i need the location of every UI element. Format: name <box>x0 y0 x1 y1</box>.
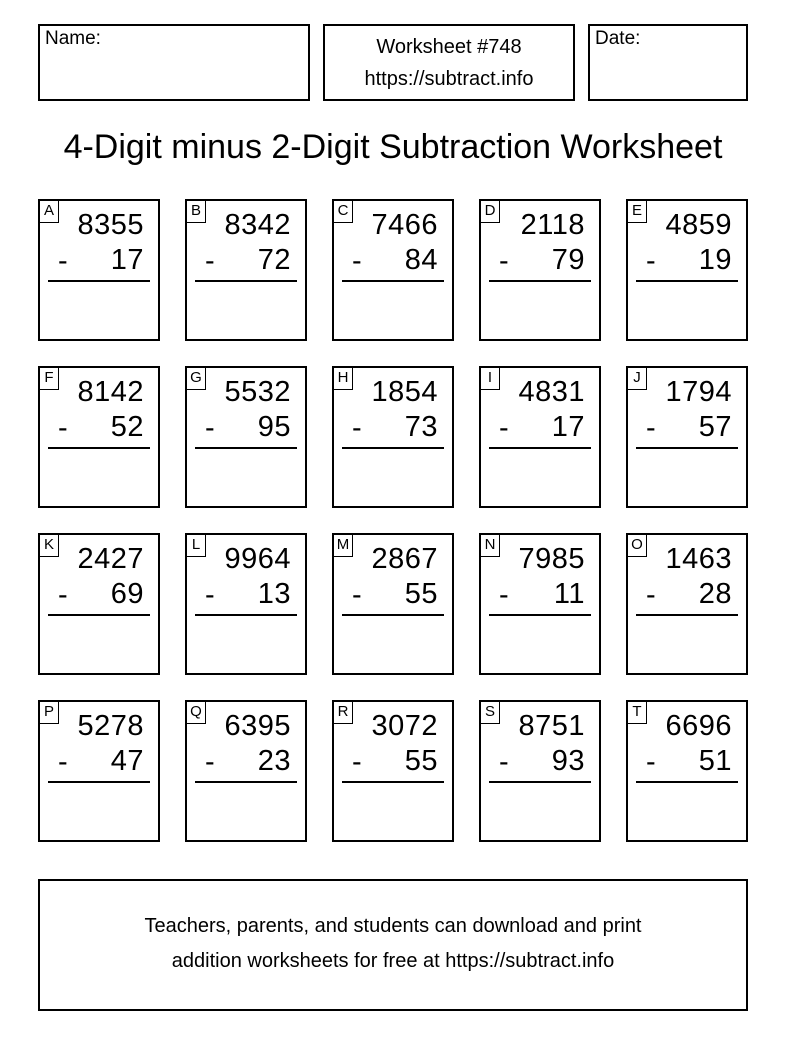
worksheet-url: https://subtract.info <box>364 68 534 90</box>
page-title: 4-Digit minus 2-Digit Subtraction Worksheet <box>63 128 723 166</box>
footer-line-1: Teachers, parents, and students can download and print <box>144 915 642 937</box>
subtrahend: 55 <box>404 578 438 610</box>
answer-line <box>195 781 297 783</box>
minus-sign: - <box>205 412 215 444</box>
answer-line <box>489 781 591 783</box>
minuend: 2867 <box>371 543 438 575</box>
answer-line <box>48 781 150 783</box>
date-label: Date: <box>595 28 641 49</box>
problem-g <box>185 366 307 508</box>
subtrahend: 52 <box>110 411 144 443</box>
problem-letter: F <box>40 368 59 390</box>
subtrahend: 51 <box>698 745 732 777</box>
answer-line <box>489 280 591 282</box>
problem-k <box>38 533 160 675</box>
problem-q <box>185 700 307 842</box>
subtrahend: 69 <box>110 578 144 610</box>
problem-letter: L <box>187 535 206 557</box>
subtrahend: 17 <box>110 244 144 276</box>
subtrahend: 28 <box>698 578 732 610</box>
subtrahend: 19 <box>698 244 732 276</box>
minuend: 4859 <box>665 209 732 241</box>
minus-sign: - <box>352 245 362 277</box>
problem-p <box>38 700 160 842</box>
problem-l <box>185 533 307 675</box>
problem-i <box>479 366 601 508</box>
answer-line <box>48 614 150 616</box>
problem-h <box>332 366 454 508</box>
minus-sign: - <box>352 412 362 444</box>
minus-sign: - <box>352 746 362 778</box>
subtrahend: 84 <box>404 244 438 276</box>
problem-r <box>332 700 454 842</box>
minus-sign: - <box>646 245 656 277</box>
problem-d <box>479 199 601 341</box>
problem-a <box>38 199 160 341</box>
problem-letter: Q <box>187 702 206 724</box>
answer-line <box>195 280 297 282</box>
problem-letter: P <box>40 702 59 724</box>
answer-line <box>636 447 738 449</box>
minus-sign: - <box>205 746 215 778</box>
minus-sign: - <box>499 746 509 778</box>
answer-line <box>342 781 444 783</box>
problem-j <box>626 366 748 508</box>
minus-sign: - <box>499 579 509 611</box>
minus-sign: - <box>205 245 215 277</box>
subtrahend: 11 <box>553 578 585 610</box>
subtrahend: 93 <box>551 745 585 777</box>
subtrahend: 57 <box>698 411 732 443</box>
subtrahend: 17 <box>551 411 585 443</box>
subtrahend: 47 <box>110 745 144 777</box>
problem-letter: K <box>40 535 59 557</box>
subtrahend: 72 <box>257 244 291 276</box>
minuend: 5278 <box>77 710 144 742</box>
minuend: 7466 <box>371 209 438 241</box>
footer-line-2: addition worksheets for free at https://subtract.info <box>171 950 615 972</box>
minuend: 2427 <box>77 543 144 575</box>
problem-letter: J <box>628 368 647 390</box>
minuend: 8355 <box>77 209 144 241</box>
problem-e <box>626 199 748 341</box>
minuend: 1854 <box>371 376 438 408</box>
answer-line <box>489 447 591 449</box>
minuend: 6696 <box>665 710 732 742</box>
problem-t <box>626 700 748 842</box>
problem-letter: R <box>334 702 353 724</box>
minuend: 1794 <box>665 376 732 408</box>
minus-sign: - <box>646 746 656 778</box>
subtrahend: 23 <box>257 745 291 777</box>
minuend: 1463 <box>665 543 732 575</box>
answer-line <box>342 280 444 282</box>
minus-sign: - <box>352 579 362 611</box>
footer-box <box>38 879 748 1011</box>
answer-line <box>342 447 444 449</box>
problem-letter: N <box>481 535 500 557</box>
problem-letter: A <box>40 201 59 223</box>
problem-letter: D <box>481 201 500 223</box>
minuend: 7985 <box>518 543 585 575</box>
problem-m <box>332 533 454 675</box>
subtrahend: 55 <box>404 745 438 777</box>
problem-n <box>479 533 601 675</box>
problem-letter: O <box>628 535 647 557</box>
answer-line <box>636 781 738 783</box>
minus-sign: - <box>499 412 509 444</box>
minuend: 8142 <box>77 376 144 408</box>
problem-letter: E <box>628 201 647 223</box>
minus-sign: - <box>205 579 215 611</box>
subtrahend: 13 <box>257 578 291 610</box>
minus-sign: - <box>646 579 656 611</box>
problem-letter: S <box>481 702 500 724</box>
minuend: 2118 <box>520 209 585 241</box>
problem-letter: I <box>481 368 500 390</box>
subtrahend: 95 <box>257 411 291 443</box>
minuend: 6395 <box>224 710 291 742</box>
problem-c <box>332 199 454 341</box>
problem-letter: C <box>334 201 353 223</box>
problem-letter: B <box>187 201 206 223</box>
subtrahend: 73 <box>404 411 438 443</box>
minuend: 8342 <box>224 209 291 241</box>
answer-line <box>636 614 738 616</box>
name-label: Name: <box>45 28 101 49</box>
answer-line <box>342 614 444 616</box>
minuend: 8751 <box>518 710 585 742</box>
subtrahend: 79 <box>551 244 585 276</box>
problem-f <box>38 366 160 508</box>
answer-line <box>489 614 591 616</box>
problem-s <box>479 700 601 842</box>
minuend: 4831 <box>518 376 585 408</box>
minus-sign: - <box>646 412 656 444</box>
minus-sign: - <box>58 412 68 444</box>
answer-line <box>195 614 297 616</box>
answer-line <box>636 280 738 282</box>
minus-sign: - <box>58 579 68 611</box>
problem-letter: T <box>628 702 647 724</box>
problem-letter: M <box>334 535 353 557</box>
answer-line <box>195 447 297 449</box>
minus-sign: - <box>58 746 68 778</box>
answer-line <box>48 280 150 282</box>
worksheet-number: Worksheet #748 <box>376 36 522 58</box>
minus-sign: - <box>499 245 509 277</box>
problem-letter: H <box>334 368 353 390</box>
problem-b <box>185 199 307 341</box>
minuend: 5532 <box>224 376 291 408</box>
problem-o <box>626 533 748 675</box>
minuend: 3072 <box>371 710 438 742</box>
problem-letter: G <box>187 368 206 390</box>
minus-sign: - <box>58 245 68 277</box>
answer-line <box>48 447 150 449</box>
minuend: 9964 <box>224 543 291 575</box>
